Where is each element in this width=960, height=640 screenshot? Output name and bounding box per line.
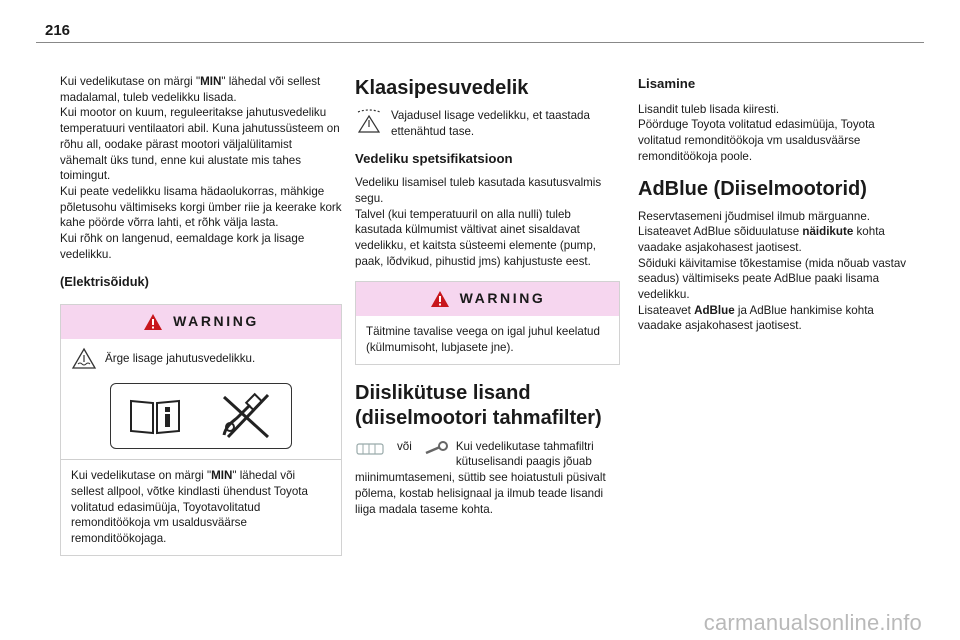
washer-intro: Vajadusel lisage vedelikku, et taastada ettenähtud tase. (391, 109, 590, 138)
warning-label: WARNING (173, 313, 259, 330)
page-number: 216 (45, 22, 71, 39)
warning-note: Kui vedelikutase on märgi "MIN" lähedal või sellest allpool, võtke kindlasti ühendust Toyota volitatud edasimüüja, Toyotavolitatud remonditöökoja vm usaldusväärse remonditöökojaga. (71, 469, 308, 545)
adblue-line-4: Lisateavet AdBlue ja AdBlue hankimise kohta vaadake asjakohasest jaotisest. (638, 303, 874, 333)
spec-paragraph-2: Talvel (kui temperatuuril on alla nulli) tuleb kasutada külmumist vältivat ainet sisaldavat vedelikku, et kaitsta süsteemi elemente (pump, paak, lõdvikud, pihustid jms) kahjustuste eest. (355, 207, 597, 268)
coolant-emergency-paragraph: Kui peate vedelikku lisama hädaolukorras, mähkige põletusohu vältimiseks korgi ümber riie ja keerake kork kahe pöörde võrra lahti, et rõhk välja lasta. (60, 184, 342, 230)
adblue-line-2: Lisateavet AdBlue sõiduulatuse näidikute kohta vaadake asjakohasest jaotisest. (638, 225, 885, 254)
column-left (60, 74, 342, 556)
lisamine-heading: Lisamine (638, 76, 696, 91)
warning-text: Ärge lisage jahutusvedelikku. (105, 352, 256, 366)
header-rule (36, 42, 924, 43)
electric-vehicle-subheading: (Elektrisõiduk) (60, 274, 149, 290)
book-info-icon (128, 395, 182, 437)
coolant-icon (71, 347, 97, 371)
washer-fluid-heading: Klaasipesuvedelik (355, 77, 529, 99)
column-right (638, 74, 910, 334)
diesel-text-a: Kui vedelikutase tahmafiltri kütuselisandi paagis jõuab (455, 439, 594, 469)
coolant-pressure-paragraph: Kui rõhk on langenud, eemaldage kork ja lisage vedelikku. (60, 232, 305, 261)
adblue-line-3: Sõiduki käivitamise tõkestamise (mida nõuab vastav seadus) vältimiseks peate AdBlue paaki lisama vedelikku. (638, 256, 907, 302)
fluid-spec-heading: Vedeliku spetsifikatsioon (355, 151, 513, 167)
diesel-text-b: miinimumtasemeni, süttib see hoiatustuli püsivalt põlema, kostab helisignaal ja ilmub teade lisandi liiga madala taseme kohta. (355, 471, 606, 516)
spec-paragraph-1: Vedeliku lisamisel tuleb kasutada kasutusvalmis segu. (355, 176, 602, 205)
warning-triangle-icon (430, 290, 450, 308)
coolant-min-paragraph: Kui vedelikutase on märgi "MIN" lähedal või sellest madalamal, tuleb vedelikku lisada. (60, 75, 321, 104)
warning-box-washer (355, 281, 620, 364)
diesel-additive-heading: Diislikütuse lisand (diiselmootori tahmafilter) (355, 381, 602, 429)
warning-box-coolant (60, 304, 342, 556)
warning-label: WARNING (459, 290, 546, 307)
filter-warning-icon (355, 441, 385, 457)
washer-icon (355, 108, 383, 134)
adblue-heading: AdBlue (Diiselmootorid) (638, 177, 867, 200)
warning-text: Täitmine tavalise veega on igal juhul keelatud (külmumisoht, lubjasete jne). (366, 325, 600, 355)
warning-header (356, 282, 619, 316)
warning-header (61, 305, 341, 339)
warning-triangle-icon (143, 313, 163, 331)
column-middle (355, 74, 620, 517)
lisamine-line-2: Pöörduge Toyota volitatud edasimüüja, Toyota volitatud remonditöökoja vm usaldusväärse remonditöökoja poole. (638, 118, 875, 163)
pictogram-panel (110, 383, 292, 449)
adblue-line-1: Reservtasemeni jõudmisel ilmub märguanne. (638, 209, 870, 223)
coolant-hot-paragraph: Kui mootor on kuum, reguleeritakse jahutusvedeliku temperatuuri ventilaatori abil. Kuna jahutussüsteem on rõhu all, oodake pärast mootori väljalülitamist vähemalt üks tund, enne kui alustate mis tahes toimingut. (60, 106, 340, 183)
or-label: või (397, 439, 412, 453)
no-hose-icon (216, 391, 274, 441)
watermark: carmanualsonline.info (703, 610, 922, 635)
lisamine-line-1: Lisandit tuleb lisada kiiresti. (638, 102, 780, 116)
wrench-icon (424, 441, 450, 457)
